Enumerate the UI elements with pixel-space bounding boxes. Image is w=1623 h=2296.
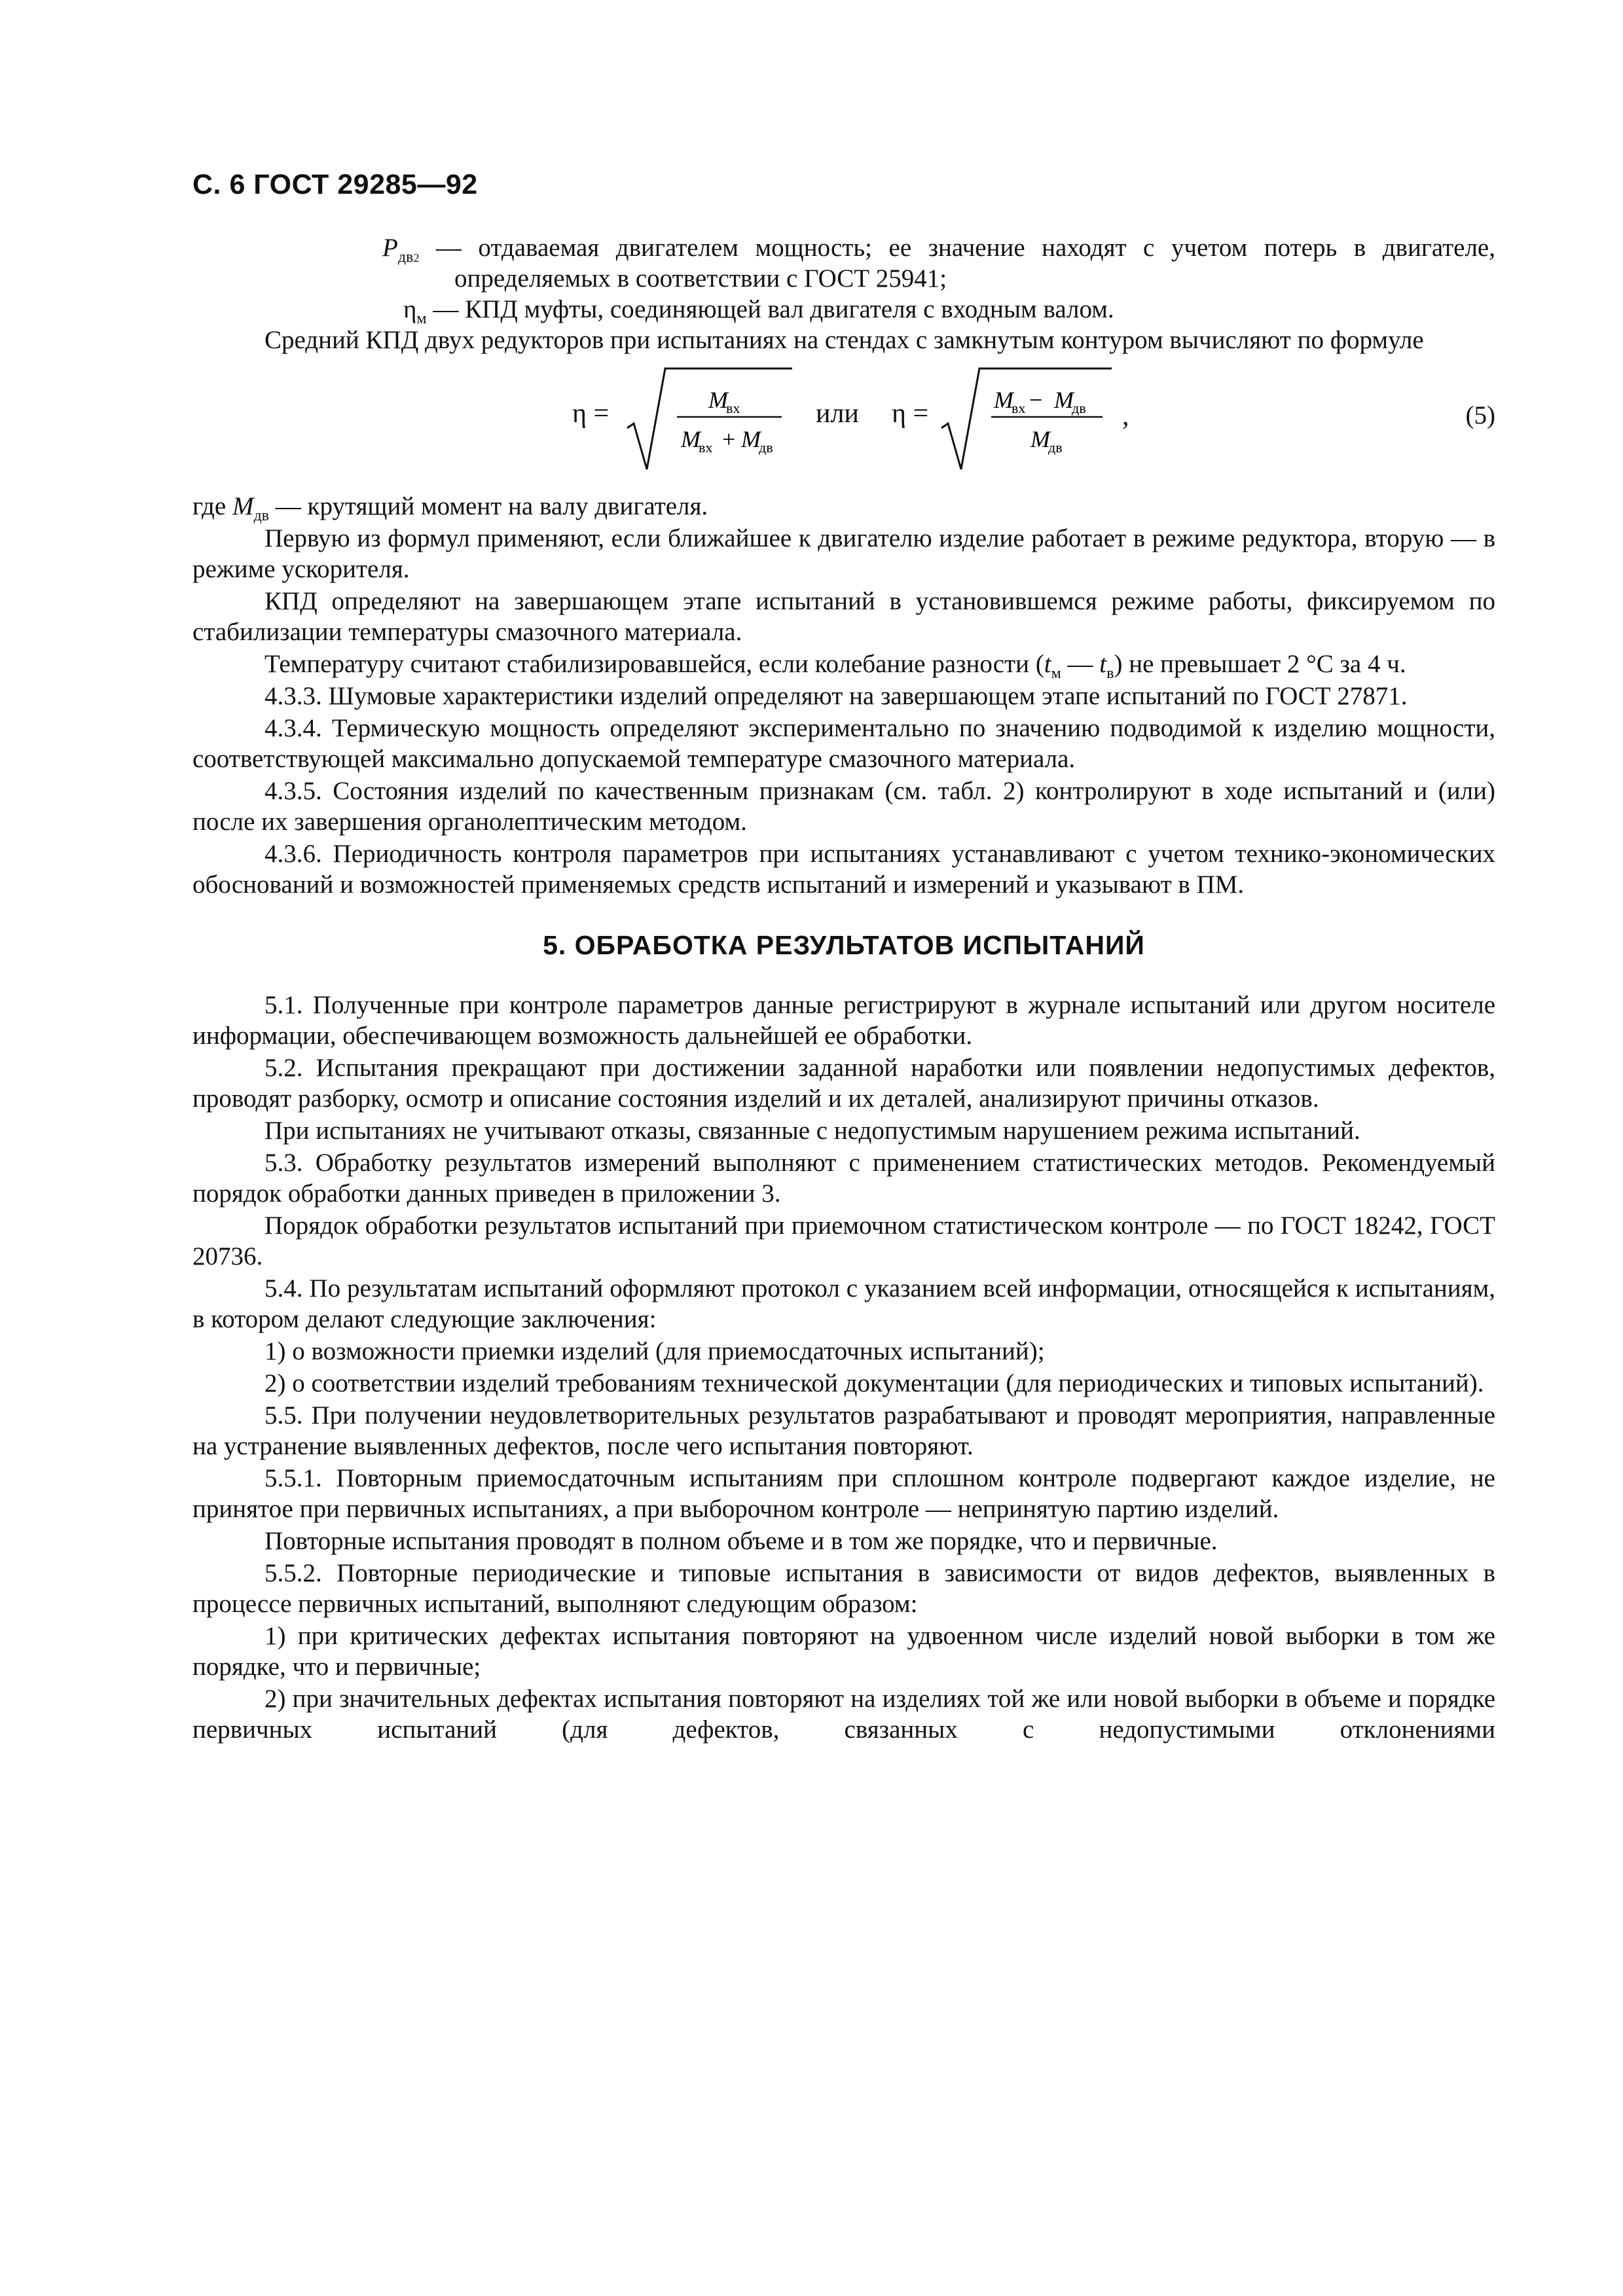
- paragraph-5-3: 5.3. Обработку результатов измерений выполняют с применением статистических методов. Рекомендуемый порядок обработки данных приведен в приложении 3.: [192, 1149, 1495, 1208]
- f1-numerator-sub: вх: [726, 400, 740, 416]
- f1-den-sub1: вх: [699, 439, 713, 456]
- paragraph-temperature: Температуру считают стабилизировавшейся, если колебание разности ($t_м$ — $t_в$) не превышает 2 °С за 4 ч.: [264, 650, 1406, 682]
- f1-den-sub2: дв: [759, 439, 773, 456]
- paragraph-4-3-6: 4.3.6. Периодичность контроля параметров при испытаниях устанавливают с учетом технико-экономических обоснований и возможностей применяемых средств испытаний и измерений и указывают в ПМ.: [192, 840, 1495, 899]
- paragraph-5-2: 5.2. Испытания прекращают при достижении заданной наработки или появлении недопустимых дефектов, проводят разборку, осмотр и описание состояния изделий и их деталей, анализируют причины отказов.: [192, 1054, 1495, 1113]
- sqrt-fraction-1: [625, 359, 795, 477]
- list-item: 1) при критических дефектах испытания повторяют на удвоенном числе изделий новой выборки в том же порядке, что и первичные;: [192, 1622, 1495, 1681]
- paragraph: Первую из формул применяют, если ближайшее к двигателю изделие работает в режиме редуктора, вторую — в режиме ускорителя.: [192, 524, 1495, 583]
- paragraph: При испытаниях не учитывают отказы, связанные с недопустимым нарушением режима испытаний.: [264, 1117, 1360, 1145]
- list-item-last: 2) при значительных дефектах испытания повторяют на изделиях той же или новой выборки в объеме и порядке первичных испытаний (для дефектов, связанных с недопустимыми отклонениями: [192, 1685, 1495, 1744]
- list-item: 2) о соответствии изделий требованиям технической документации (для периодических и типовых испытаний).: [264, 1369, 1484, 1397]
- page-header: С. 6 ГОСТ 29285—92: [192, 169, 478, 200]
- page-body: [192, 232, 1495, 1746]
- f2-den-m: M: [1030, 426, 1050, 452]
- definition-eta-m: $\eta_м$ — КПД муфты, соединяющей вал двигателя с входным валом.: [403, 295, 1114, 327]
- paragraph: Повторные испытания проводят в полном объеме и в том же порядке, что и первичные.: [264, 1527, 1218, 1555]
- paragraph-5-5: 5.5. При получении неудовлетворительных результатов разрабатывают и проводят мероприятия, направленные на устранение выявленных дефектов, после чего испытания повторяют.: [192, 1401, 1495, 1460]
- where-clause: где $M_{дв}$ — крутящий момент на валу двигателя.: [192, 492, 708, 524]
- f1-den-m1: M: [681, 426, 701, 452]
- f1-numerator-m: M: [708, 387, 728, 413]
- paragraph-5-5-1: 5.5.1. Повторным приемосдаточным испытаниям при сплошном контроле подвергают каждое изделие, не принятое при первичных испытаниях, а при выборочном контроле — непринятую партию изделий.: [192, 1464, 1495, 1523]
- list-item: 1) о возможности приемки изделий (для приемосдаточных испытаний);: [264, 1337, 1045, 1365]
- f2-num-m2: M: [1054, 387, 1074, 413]
- f1-den-plus: +: [716, 426, 742, 452]
- formula-comma: ,: [1122, 401, 1129, 431]
- section-title: 5. ОБРАБОТКА РЕЗУЛЬТАТОВ ИСПЫТАНИЙ: [543, 930, 1145, 960]
- definition-p-dv2: $P_{дв2}$ — отдаваемая двигателем мощность; ее значение находят с учетом потерь в двигателе, определяемых в соответствии с ГОСТ 25941;: [382, 234, 1495, 293]
- paragraph-4-3-5: 4.3.5. Состояния изделий по качественным признакам (см. табл. 2) контролируют в ходе испытаний и (или) после их завершения органолептическим методом.: [192, 777, 1495, 836]
- f2-num-minus: −: [1029, 387, 1043, 413]
- paragraph-4-3-3: 4.3.3. Шумовые характеристики изделий определяют на завершающем этапе испытаний по ГОСТ 27871.: [264, 682, 1408, 710]
- paragraph-5-1: 5.1. Полученные при контроле параметров данные регистрируют в журнале испытаний или другом носителе информации, обеспечивающем возможность дальнейшей ее обработки.: [192, 991, 1495, 1050]
- paragraph: Порядок обработки результатов испытаний при приемочном статистическом контроле — по ГОСТ 18242, ГОСТ 20736.: [192, 1211, 1495, 1270]
- formula-or: или: [816, 399, 859, 429]
- paragraph-5-4: 5.4. По результатам испытаний оформляют протокол с указанием всей информации, относящейся к испытаниям, в котором делают следующие заключения:: [192, 1274, 1495, 1333]
- paragraph-intro: Средний КПД двух редукторов при испытаниях на стендах с замкнутым контуром вычисляют по формуле: [264, 326, 1424, 354]
- f1-den-m2: M: [741, 426, 761, 452]
- f2-num-sub1: вх: [1012, 400, 1026, 416]
- eta-equals-2: η =: [892, 399, 929, 429]
- paragraph-5-5-2: 5.5.2. Повторные периодические и типовые испытания в зависимости от видов дефектов, выявленных в процессе первичных испытаний, выполняют следующим образом:: [192, 1559, 1495, 1618]
- eta-equals-1: η =: [572, 399, 610, 429]
- formula-5: [192, 359, 1495, 480]
- paragraph: КПД определяют на завершающем этапе испытаний в установившемся режиме работы, фиксируемом по стабилизации температуры смазочного материала.: [192, 587, 1495, 646]
- paragraph-4-3-4: 4.3.4. Термическую мощность определяют экспериментально по значению подводимой к изделию мощности, соответствующей максимально допускаемой температуре смазочного материала.: [192, 714, 1495, 773]
- sqrt-fraction-2: [939, 359, 1122, 477]
- f2-den-sub: дв: [1048, 439, 1063, 456]
- f2-num-sub2: дв: [1072, 400, 1086, 416]
- equation-number: (5): [1465, 401, 1495, 429]
- f2-num-m1: M: [994, 387, 1013, 413]
